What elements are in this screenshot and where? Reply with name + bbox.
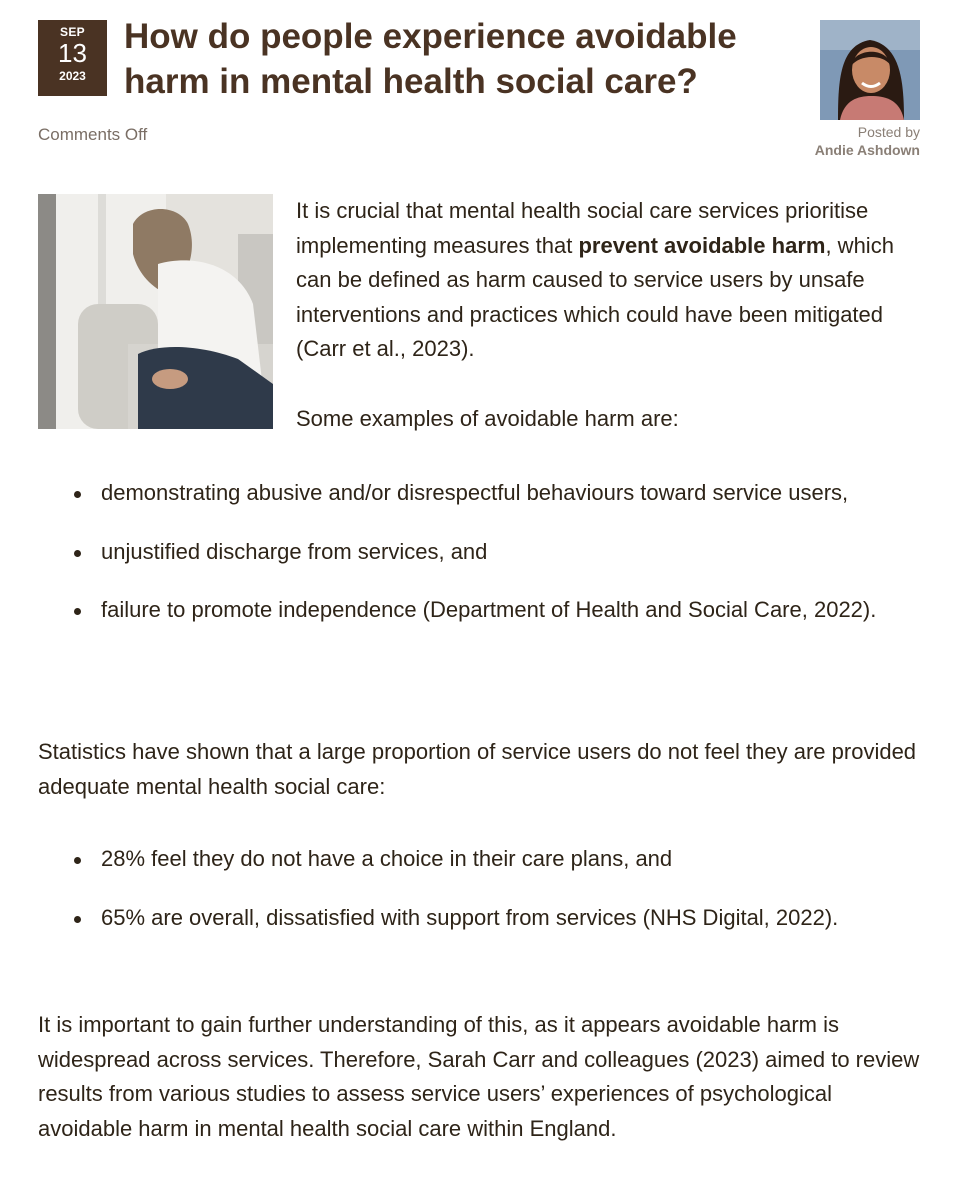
date-year: 2023 (59, 69, 86, 83)
page-title: How do people experience avoidable harm in mental health social care? (124, 17, 737, 101)
stats-list (38, 842, 921, 935)
intro-bold-text: prevent avoidable harm (578, 232, 826, 258)
examples-list (38, 476, 921, 628)
posted-by-label: Posted by (857, 124, 920, 140)
date-badge (38, 20, 107, 96)
closing-paragraph: It is important to gain further understanding of this, as it appears avoidable harm is widespread across services. Therefore, Sarah Carr and colleagues (2023) aimed to review results from various studies to assess service users’ experiences of psychological avoidable harm in mental health social care within England. (38, 1012, 920, 1141)
list-item: 28% feel they do not have a choice in their care plans, and (38, 842, 921, 877)
intro-paragraph (296, 194, 926, 367)
date-day: 13 (58, 38, 87, 68)
article-image (38, 194, 273, 429)
comments-status: Comments Off (38, 125, 148, 144)
stats-lead: Statistics have shown that a large proportion of service users do not feel they are provided adequate mental health social care: (38, 739, 917, 799)
list-item: failure to promote independence (Department of Health and Social Care, 2022). (38, 593, 921, 628)
intro-text-start: It is crucial that mental health social care services prioritise implementing measures that (296, 198, 869, 258)
intro-text-end: , which can be defined as harm caused to service users by unsafe interventions and practices which could have been mitigated (Carr et al., 2023). (296, 232, 894, 361)
author-name[interactable]: Andie Ashdown (814, 142, 920, 158)
date-month: SEP (60, 25, 85, 39)
author-avatar[interactable] (820, 20, 920, 120)
list-item: unjustified discharge from services, and (38, 535, 921, 570)
posted-by (815, 123, 920, 159)
list-item: 65% are overall, dissatisfied with support from services (NHS Digital, 2022). (38, 901, 921, 936)
examples-lead: Some examples of avoidable harm are: (296, 406, 679, 431)
list-item: demonstrating abusive and/or disrespectful behaviours toward service users, (38, 476, 921, 511)
